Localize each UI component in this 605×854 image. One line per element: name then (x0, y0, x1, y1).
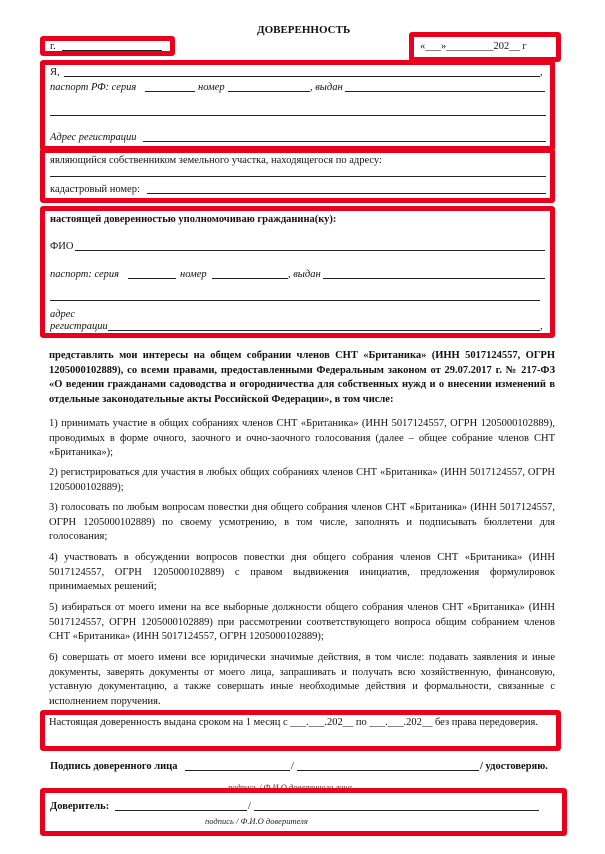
item-2: 2) регистрироваться для участия в любых общих собраниях членов СНТ «Британика» (ИНН 5017124557, ОГРН 1205000102889); (49, 467, 555, 493)
agent-signature-line[interactable] (185, 770, 290, 771)
slash: / (291, 761, 294, 772)
principal-ya-label: Я, (50, 67, 60, 78)
agent-fio-label: ФИО (50, 241, 74, 252)
agent-issued-line[interactable] (323, 278, 545, 279)
page-title: ДОВЕРЕННОСТЬ (257, 24, 351, 36)
item-5: 5) избираться от моего имени на все выборные должности общего собрания членов СНТ «Британика» (ИНН 5017124557, ОГРН 1205000102889) при рассмотрении соответствующего вопроса общим собранием членов СНТ «Британика» (ИНН 5017124557, ОГРН 1205000102889); (49, 602, 555, 642)
comma: , (540, 67, 543, 78)
agent-issued-label: , выдан (288, 269, 321, 280)
cadastral-line[interactable] (147, 193, 546, 194)
agent-signature-caption: подпись / Ф.И.О доверенного лица (228, 782, 352, 792)
agent-passport-number-line[interactable] (212, 278, 288, 279)
principal-address-line[interactable] (143, 141, 546, 142)
item-4: 4) участвовать в обсуждении вопросов повестки дня общего собрания членов СНТ «Британика» (ИНН 5017124557, ОГРН 1205000102889) с правом выдвижения инициатив, предложения формулировок принимаемых решений; (49, 552, 555, 592)
date-text: «___»_________202__ г (420, 41, 527, 52)
principal-signature-highlight (40, 788, 567, 836)
property-address-line[interactable] (50, 176, 546, 177)
slash: / (248, 801, 251, 812)
item-3: 3) голосовать по любым вопросам повестки дня общего собрания членов СНТ «Британика» (ИНН 5017124557, ОГРН 1205000102889) по своему усмотрению, в том числе, заполнять и подписывать бюллетени для голосования; (49, 502, 555, 542)
agent-signature-label: Подпись доверенного лица (50, 761, 178, 772)
agent-blank-line-1[interactable] (50, 300, 540, 301)
agent-passport-number-label: номер (180, 269, 207, 280)
agent-fio-sign-line[interactable] (297, 770, 479, 771)
agent-address-line[interactable] (108, 330, 540, 331)
agent-heading: настоящей доверенностью уполномочиваю гражданина(ку): (50, 214, 337, 225)
cadastral-label: кадастровый номер: (50, 184, 140, 195)
comma: , (540, 321, 543, 332)
intro-paragraph: представлять мои интересы на общем собрании членов СНТ «Британика» (ИНН 5017124557, ОГРН 1205000102889), со всеми правами, предоставленными Федеральным законом от 29.07.2017 г. № 217-ФЗ «О ведении гражданами садоводства и огородничества для собственных нужд и о внесении изменений в отдельные законодательные акты Российской Федерации», в том числе: (49, 350, 555, 405)
principal-issued-label: , выдан (310, 82, 343, 93)
principal-passport-label: паспорт РФ: серия (50, 82, 137, 93)
item-1: 1) принимать участие в общих собраниях членов СНТ «Британика» (ИНН 5017124557, ОГРН 1205000102889), проводимых в форме очного, заочного и очно-заочного голосования (далее – общее собрание членов СНТ «Британика»); (49, 418, 555, 458)
principal-fio-sign-line[interactable] (254, 810, 539, 811)
principal-signature-label: Доверитель: (50, 801, 110, 812)
principal-name-line[interactable] (64, 76, 540, 77)
owner-text: являющийся собственником земельного участка, находящегося по адресу: (50, 155, 382, 166)
principal-address-label: Адрес регистрации (50, 132, 137, 143)
city-input-line[interactable] (62, 50, 162, 51)
principal-issued-line[interactable] (345, 91, 545, 92)
agent-fio-line[interactable] (75, 250, 545, 251)
agent-passport-series-line[interactable] (128, 278, 176, 279)
principal-passport-series-line[interactable] (145, 91, 195, 92)
principal-signature-caption: подпись / Ф.И.О доверителя (205, 816, 308, 826)
city-field-highlight (40, 36, 175, 56)
principal-passport-number-line[interactable] (228, 91, 310, 92)
principal-passport-number-label: номер (198, 82, 225, 93)
agent-address-label-2: регистрации (50, 321, 108, 332)
agent-signature-suffix: / удостоверяю. (480, 761, 548, 772)
agent-address-label-1: адрес (50, 309, 75, 320)
principal-blank-line-1[interactable] (50, 115, 546, 116)
item-6: 6) совершать от моего имени все юридически значимые действия, в том числе: подавать заявления и иные документы, заверять документы от моего лица, запрашивать и получать всю хозяйственную, финансовую, уставную документацию, а также совершать иные необходимые действия и формальности, связанные с исполнением поручения. (49, 652, 555, 707)
city-label: г. (50, 41, 56, 52)
validity-text: Настоящая доверенность выдана сроком на 1 месяц с ___.___.202__ по ___.___.202__ без права передоверия. (49, 717, 538, 728)
agent-passport-label: паспорт: серия (50, 269, 120, 280)
principal-signature-line[interactable] (115, 810, 247, 811)
